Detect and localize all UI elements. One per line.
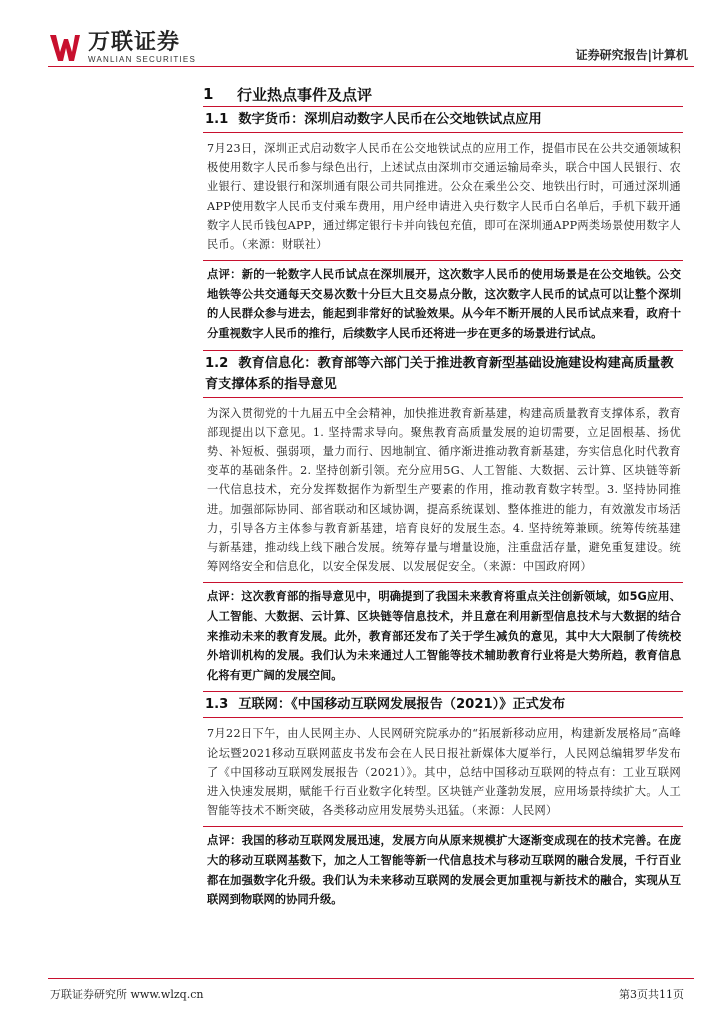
- report-type-label: 证券研究报告|计算机: [575, 48, 688, 62]
- page-header: [0, 0, 724, 72]
- logo-chinese-name: 万联证券: [88, 30, 181, 55]
- header-divider: [48, 66, 694, 67]
- news-paragraph: 为深入贯彻党的十九届五中全会精神，加快推进教育新基建，构建高质量教育支撑体系，教育部现提出以下意见。1. 坚持需求导向。聚焦教育高质量发展的迫切需要，立足固根基、扬优势、补短板、强弱项，量力而行、因地制宜、循序渐进推动教育新基建，夯实信息化时代教育变革的基础条件。2. 坚持创新引领。充分应用5G、人工智能、大数据、云计算、区块链等新一代信息技术，充分发挥数据作为新型生产要素的作用，推动教育数字转型。3. 坚持协同推进。加强部际协同、部省联动和区域协调，提高系统谋划、整体推进的能力，有效激发市场活力，引导各方主体参与教育新基建，培育良好的发展生态。4. 坚持统筹兼顾。统筹传统基建与新基建，推动线上线下融合发展。统筹存量与增量设施，注重盘活存量，避免重复建设。统筹网络安全和信息化，以安全保发展、以发展促安全。（来源：中国政府网）: [207, 406, 681, 574]
- subsection-heading: [203, 350, 683, 398]
- section-number: 1: [203, 85, 214, 103]
- section-title: 行业热点事件及点评: [237, 85, 373, 104]
- subsection-title: 数字货币：深圳启动数字人民币在公交地铁试点应用: [238, 112, 542, 127]
- footer-source: 万联证券研究所 www.wlzq.cn: [50, 988, 204, 1001]
- subsection-number: 1.3: [205, 697, 229, 713]
- logo-english-name: WANLIAN SECURITIES: [88, 55, 196, 64]
- subsection-heading: [203, 106, 683, 133]
- news-paragraph: 7月22日下午，由人民网主办、人民网研究院承办的“拓展新移动应用，构建新发展格局”高峰论坛暨2021移动互联网蓝皮书发布会在人民日报社新媒体大厦举行，人民网总编辑罗华发布了《中国移动互联网发展报告（2021）》。其中，总结中国移动互联网的特点有：工业互联网进入快速发展期，赋能千行百业数字化转型。区块链产业蓬勃发展，应用场景持续扩大。人工智能等技术不断突破，各类移动应用发展势头迅猛。（来源：人民网）: [207, 727, 681, 818]
- subsection-title: 互联网：《中国移动互联网发展报告（2021）》正式发布: [238, 697, 566, 713]
- news-paragraph: 7月23日，深圳正式启动数字人民币在公交地铁试点的应用工作，提倡市民在公共交通领域积极使用数字人民币参与绿色出行，上述试点由深圳市交通运输局牵头，联合中国人民银行、农业银行、建设银行和深圳通有限公司共同推进。公众在乘坐公交、地铁出行时，可通过深圳通APP使用数字人民币支付乘车费用，用户经申请进入央行数字人民币白名单后，手机下载开通数字人民币钱包APP，通过绑定银行卡并向钱包充值，即可在深圳通APP两类场景使用数字人民币。（来源：财联社）: [207, 142, 681, 252]
- subsection-number: 1.2: [205, 355, 229, 371]
- comment-paragraph: 点评：我国的移动互联网发展迅速，发展方向从原来规模扩大逐渐变成现在的技术完善。在庞大的移动互联网基数下，加之人工智能等新一代信息技术与移动互联网的融合发展，千行百业都在加强数字化升级。我们认为未来移动互联网的发展会更加重视与新技术的融合，实现从互联网到物联网的协同升级。: [203, 826, 683, 915]
- comment-paragraph: 点评：这次教育部的指导意见中，明确提到了我国未来教育将重点关注创新领域，如5G应用、人工智能、大数据、云计算、区块链等信息技术，并且意在利用新型信息技术与大数据的结合来推动未来的教育发展。此外，教育部还发布了关于学生减负的意见，其中大大限制了传统校外培训机构的发展。我们认为未来通过人工智能等技术辅助教育行业将是大势所趋，教育信息化将有更广阔的发展空间。: [203, 582, 683, 691]
- comment-paragraph: 点评：新的一轮数字人民币试点在深圳展开，这次数字人民币的使用场景是在公交地铁。公交地铁等公共交通每天交易次数十分巨大且交易点分散，这次数字人民币的试点可以让整个深圳的人民群众参与进去，能起到非常好的试验效果。从今年不断开展的人民币试点来看，政府十分重视数字人民币的推行，后续数字人民币还将进一步在更多的场景进行试点。: [203, 260, 683, 349]
- logo-w-icon: [50, 35, 80, 61]
- footer-divider: [48, 978, 694, 979]
- company-logo: [50, 32, 196, 64]
- subsection-title: 教育信息化：教育部等六部门关于推进教育新型基础设施建设构建高质量教育支撑体系的指导意见: [205, 355, 674, 392]
- subsection-number: 1.1: [205, 112, 229, 127]
- section-heading: [203, 82, 683, 106]
- page-number: 第3页共11页: [619, 988, 684, 1001]
- main-content: [203, 80, 683, 916]
- subsection-heading: [203, 691, 683, 718]
